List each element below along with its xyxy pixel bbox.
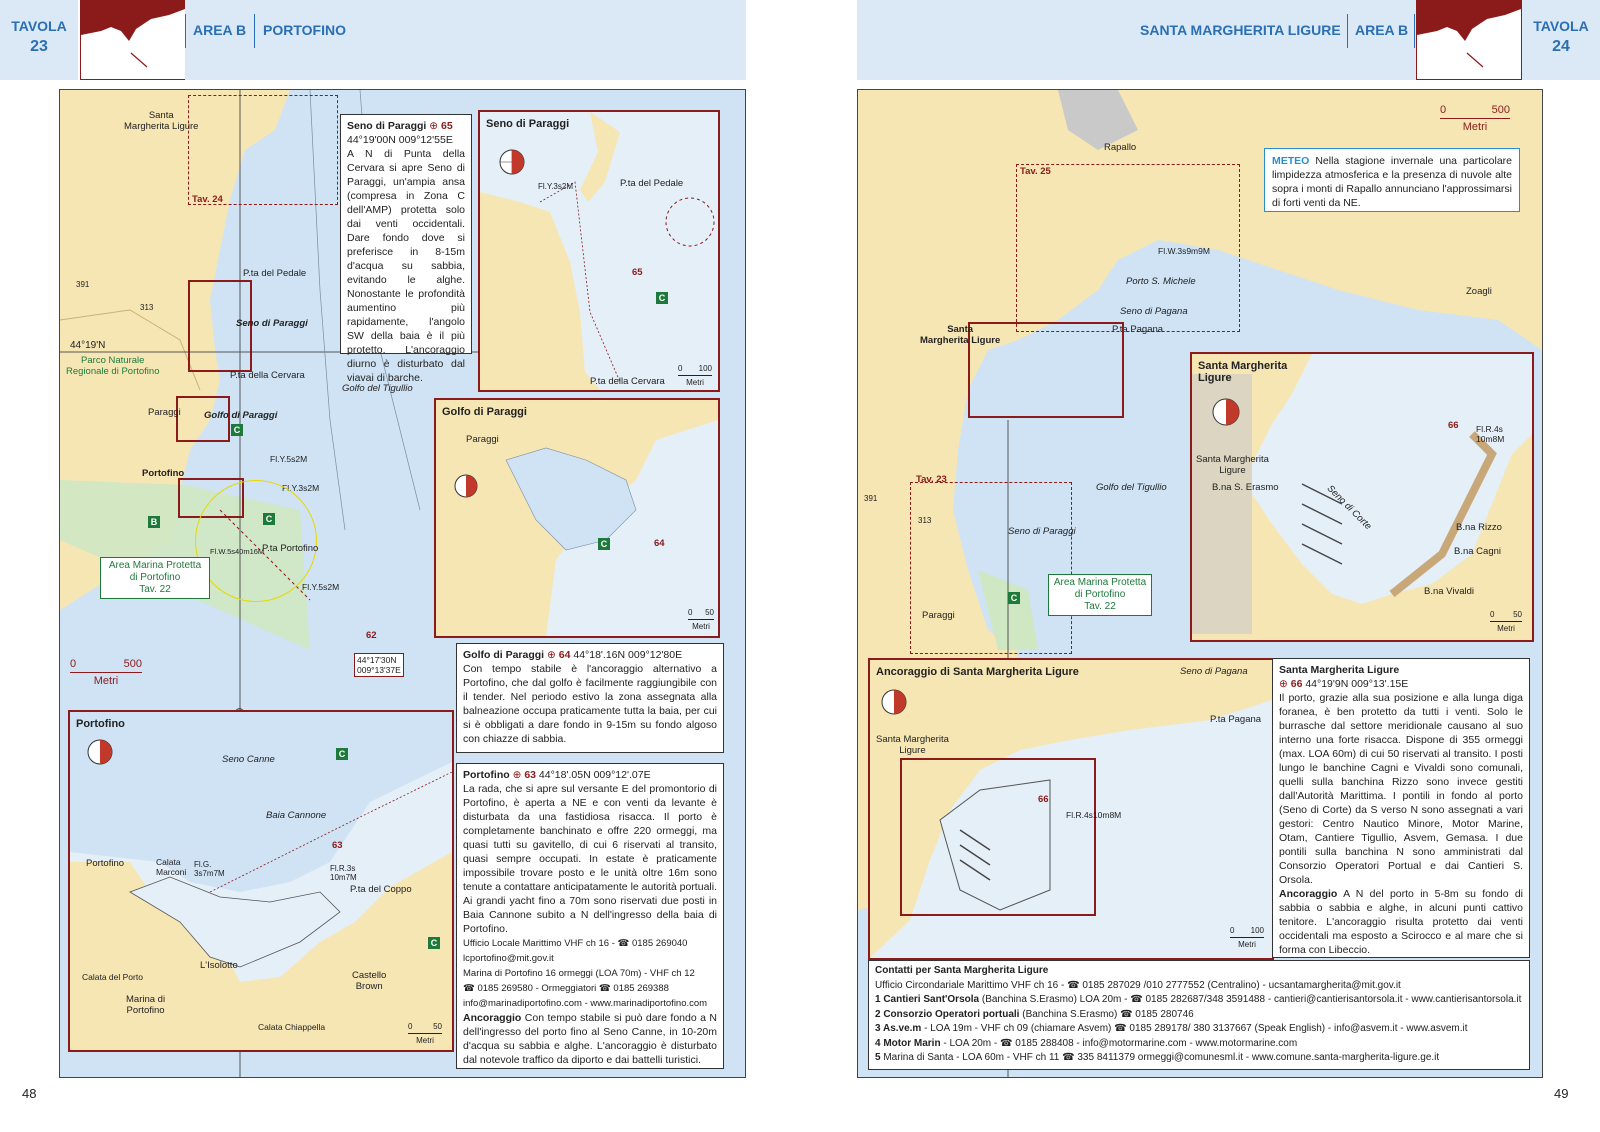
wp62-coords: 44°17'30N 009°13'37E bbox=[354, 653, 404, 677]
inset-golfo-title: Golfo di Paraggi bbox=[442, 406, 527, 418]
harbor-detail-frame bbox=[900, 758, 1096, 916]
page-number-left: 48 bbox=[22, 1086, 37, 1101]
amp-box: Area Marina Protetta di Portofino Tav. 22 bbox=[100, 557, 210, 599]
header-bar-right bbox=[857, 0, 1416, 80]
header-bar-left bbox=[185, 0, 746, 80]
portofino-label: Portofino bbox=[142, 468, 185, 479]
contacts-box: Contatti per Santa Margherita Ligure Ufficio Circondariale Marittimo VHF ch 16 - ☎ 0185 287029 /010 2777552 (Centralino) - ucsantamargherita@mit.gov.it 1 Cantieri Sant'Orsola (Banchina S.Erasmo) LOA 20m - ☎ 0185 282687/348 3591488 - cantieri@cantierisantorsola.it - www.cantierisantorsola.it 2 Consorzio Operatori portuali (Banchina S.Erasmo) ☎ 0185 280746 3 As.ve.m - LOA 19m - VHF ch 09 (chiamare Asvem) ☎ 0185 289178/ 380 3137667 (Speak English) - info@asvem.it - www.asvem.it 4 Motor Marin - LOA 20m - ☎ 0185 288408 - info@motormarine.com - www.motormarine.com 5 Marina di Santa - LOA 60m - VHF ch 11 ☎ 335 8411379 ormeggi@comunesml.it - www.comune.santa-margherita-ligure.ge.it bbox=[868, 960, 1530, 1070]
seno-label: Seno di Paraggi bbox=[236, 318, 308, 329]
waypoint-icon: ⊕ bbox=[512, 769, 522, 781]
scale-bar-right: 0 500 Metri bbox=[1440, 104, 1510, 133]
fly2-label: Fl.Y.3s2M bbox=[282, 483, 320, 493]
tavola-left bbox=[0, 0, 78, 80]
waypoint-icon: ⊕ bbox=[429, 120, 439, 132]
inset-anc-title: Ancoraggio di Santa Margherita Ligure bbox=[876, 666, 1079, 678]
tavola-label: TAVOLA bbox=[11, 18, 67, 34]
locator-map-icon bbox=[1417, 1, 1521, 79]
golfo-label: Golfo di Paraggi bbox=[204, 410, 278, 421]
summit-391: 391 bbox=[76, 280, 90, 289]
contact-row: 5 Marina di Santa - LOA 60m - VHF ch 11 ☎ 335 8411379 ormeggi@comunesml.it - www.comune.santa-margherita-ligure.ge.it bbox=[875, 1052, 1440, 1063]
area-label-right: AREA B bbox=[1355, 22, 1409, 38]
paraggi-label: Paraggi bbox=[148, 407, 181, 418]
ptapedale-label: P.ta del Pedale bbox=[243, 268, 307, 279]
area-label: AREA B bbox=[193, 22, 247, 38]
fly1-label: Fl.Y.5s2M bbox=[270, 454, 308, 464]
zone-c-badge-2: C bbox=[263, 513, 275, 525]
ptaportofino-label: P.ta Portofino bbox=[262, 543, 319, 554]
lat-label: 44°19'N bbox=[70, 340, 106, 351]
summit-313: 313 bbox=[140, 303, 154, 312]
inset-ancoraggio: Ancoraggio di Santa Margherita Ligure Seno di Pagana P.ta Pagana Santa Margherita Ligure 66 Fl.R.4s10m8M 0 100 Metri bbox=[868, 658, 1274, 960]
contact-row: 1 Cantieri Sant'Orsola (Banchina S.Erasmo) LOA 20m - ☎ 0185 282687/348 3591488 - cantieri@cantierisantorsola.it - www.cantierisantorsola.it bbox=[875, 994, 1522, 1005]
inset-seno-paraggi: Seno di Paraggi P.ta del Pedale Fl.Y.3s2M 65 C P.ta della Cervara 0 100 Metri bbox=[478, 110, 720, 392]
locator-thumbnail-right bbox=[1416, 0, 1522, 80]
inset-portofino: Portofino Seno Canne C Baia Cannone Portofino Calata Marconi Fl.G. 3s7m7M 63 Fl.R.3s 10m7M P.ta del Coppo C L'Isolotto Calata del Porto Marina di Portofino Calata Chiappella Castello Brown 0 50 Metri bbox=[68, 710, 454, 1052]
page-number-right: 49 bbox=[1554, 1086, 1569, 1101]
sml-label: Santa Margherita Ligure bbox=[124, 110, 199, 132]
flw-label: Fl.W.5s40m16M bbox=[210, 547, 265, 556]
fly3-label: Fl.Y.5s2M bbox=[302, 582, 340, 592]
tavola-number: 23 bbox=[30, 38, 48, 55]
zone-b-badge: B bbox=[148, 516, 160, 528]
portofino-text-box: Portofino ⊕ 63 44°18'.05N 009°12'.07E La rada, che si apre sul versante E del promontorio di Portofino, è aperta a NE e con venti da levante è disturbata da una fastidiosa risacca. Il porto è completamente banchinato e offre 220 ormeggi, ma quasi tutti su gavitello, di cui 6 riservati al transito, quasi sempre occupati. In estate è praticamente impossibile trovare posto e le unità oltre 16m sono tenute a contattare anticipatamente le autorità portuali. Ai grandi yacht fino a 70m sono riservati due posti in Baia Cannone subito a N dell'ingresso della baia di Portofino. Ufficio Locale Marittimo VHF ch 16 - ☎ 0185 269040 lcportofino@mit.gov.it Marina di Portofino 16 ormeggi (LOA 70m) - VHF ch 12 ☎ 0185 269580 - Ormeggiatori ☎ 0185 269388 info@marinadiportofino.com - www.marinadiportofino.com Ancoraggio Con tempo stabile si può dare fondo a N dell'ingresso del porto fino al Seno Canne, in 10-20m d'acqua su sabbia e alghe. L'ancoraggio è disturbato dal notevole traffico da diporto e dai battelli turistici. bbox=[456, 763, 724, 1069]
inset-sml: Santa Margherita Ligure Santa Margherita Ligure B.na S. Erasmo Seno di Corte 66 Fl.R.4s 10m8M B.na Rizzo B.na Cagni B.na Vivaldi 0 50 Metri bbox=[1190, 352, 1534, 642]
contacts-title: Contatti per Santa Margherita Ligure bbox=[875, 965, 1049, 976]
waypoint-icon: ⊕ bbox=[547, 649, 556, 661]
place-label: PORTOFINO bbox=[263, 22, 346, 38]
locator-thumbnail bbox=[80, 0, 186, 80]
zone-c-badge: C bbox=[231, 424, 243, 436]
nautical-chart-portofino bbox=[59, 89, 746, 1078]
wp62-label: 62 bbox=[366, 630, 377, 641]
tav24-label: Tav. 24 bbox=[192, 194, 223, 205]
contact-row: 4 Motor Marin - LOA 20m - ☎ 0185 288408 - info@motormarine.com - www.motormarine.com bbox=[875, 1037, 1298, 1049]
locator-map-icon bbox=[81, 1, 185, 79]
inset-seno-title: Seno di Paraggi bbox=[486, 118, 570, 130]
inset-sml-title: Santa Margherita Ligure bbox=[1198, 360, 1288, 384]
seno-text-title: Seno di Paraggi bbox=[347, 120, 427, 132]
amp-box-right: Area Marina Protetta di Portofino Tav. 22 bbox=[1048, 574, 1152, 616]
inset-golfo-paraggi: Golfo di Paraggi Paraggi C 64 0 50 Metri bbox=[434, 398, 720, 638]
cervara-label: P.ta della Cervara bbox=[230, 370, 305, 381]
tav23-frame bbox=[910, 482, 1072, 654]
contact-row: 3 As.ve.m - LOA 19m - VHF ch 09 (chiamare Asvem) ☎ 0185 289178/ 380 3137667 (Speak English) - info@asvem.it - www.asvem.it bbox=[875, 1023, 1468, 1034]
parco-label: Parco Naturale Regionale di Portofino bbox=[66, 355, 160, 377]
tavola-right: TAVOLA 24 bbox=[1522, 0, 1600, 80]
waypoint-icon: ⊕ bbox=[1279, 678, 1288, 690]
nautical-chart-sml: Tav. 25 Tav. 23 Rapallo Fl.W.3s9m9M Porto S. Michele Seno di Pagana P.ta Pagana Zoagli Santa Margherita Ligure Golfo del Tigullio Seno di Paraggi Paraggi C Area Marina Protetta di Portofino Tav. 22 391 313 0 500 Metri METEO Nella stagione invernale una particolare limpidezza atmosferica e la presenza di nuvole alte sopra i monti di Rapallo annunciano l'approssimarsi di forti venti da NE. Santa Margherita Ligure Santa Margherita Ligure B.na S. Erasmo Seno di Corte 66 Fl.R.4s 10m8M B.na Rizzo B.na Cagni B.na Vivaldi 0 50 Metri Ancoraggio di Santa Margherita Ligure Seno di Pagana P.ta Pagana Santa Margherita Ligure 66 Fl.R.4s10m8M 0 100 Metri Santa Margherita Ligure ⊕ 66 44°19'9N 009°13'.15E Il porto, grazie alla sua posizione e alla lunga diga foranea, è ben protetto da tutti i venti. Solo le burrasche dal settore meridionale causano al suo interno una forte risacca. Dispone di 355 ormeggi (max. LOA 60m) di cui 50 riservati al transito. I posti lungo le banchine Cagni e Vivaldi sono comunali, quelli sulla banchina Rizzo sono invece gestiti dall'Autorità Marittima. I pontili in fondo al porto (Seno di Corte) da S verso N sono assegnati a vari gestori: Centro Nautico Minore, Motor Marine, Otam, Cantiere Tigullio, Asvem, Gemasa. I due pontili sulla banchina N sono amministrati dal Consorzio Operatori Portual e dai Cantieri S. Orsola. Ancoraggio A N del porto in 5-8m su fondo di sabbia o sabbia e alghe, in alcuni punti cattivo tenitore. L'ancoraggio risulta protetto dai venti occidentali ma esposto a Scirocco e al mare che si forma con Libeccio. Contatti per Santa Margherita Ligure Ufficio Circondariale Marittimo VHF ch 16 - ☎ 0185 287029 /010 2777552 (Centralino) - ucsantamargherita@mit.gov.it 1 Cantieri Sant'Orsola (Banchina S.Erasmo) LOA 20m - ☎ 0185 282687/348 3591488 - cantieri@cantierisantorsola.it - www.cantierisantorsola.it 2 Consorzio Operatori portuali (Banchina S.Erasmo) ☎ 0185 280746 3 As.ve.m - LOA 19m - VHF ch 09 (chiamare Asvem) ☎ 0185 289178/ 380 3137667 (Speak English) - info@asvem.it - www.asvem.it 4 Motor Marin - LOA 20m - ☎ 0185 288408 - info@motormarine.com - www.motormarine.com 5 Marina di Santa - LOA 60m - VHF ch 11 ☎ 335 8411379 ormeggi@comunesml.it - www.comune.santa-margherita-ligure.ge.it bbox=[857, 89, 1543, 1078]
light-sector-ring bbox=[195, 480, 320, 602]
golfo-text-box: Golfo di Paraggi ⊕ 64 44°18'.16N 009°12'80E Con tempo stabile è l'ancoraggio alternativo a Portofino, che dal golfo è facilmente raggiungibile con il tender. Nel periodo estivo la zona assegnata alla balneazione occupa praticamente tutta la baia, per cui si è obbligati a dare fondo in 9-15m su fondo algoso con chiazze di sabbia. bbox=[456, 643, 724, 753]
contact-row: 2 Consorzio Operatori portuali (Banchina S.Erasmo) ☎ 0185 280746 bbox=[875, 1008, 1194, 1020]
scale-bar: 0 500 Metri bbox=[70, 658, 142, 687]
place-label-right: SANTA MARGHERITA LIGURE bbox=[1140, 22, 1341, 38]
tav24-frame bbox=[188, 95, 338, 205]
tigullio-label: Golfo del Tigullio bbox=[342, 383, 413, 394]
sml-text-box: Santa Margherita Ligure ⊕ 66 44°19'9N 009°13'.15E Il porto, grazie alla sua posizione e alla lunga diga foranea, è ben protetto da tutti i venti. Solo le burrasche dal settore meridionale causano al suo interno una forte risacca. Dispone di 355 ormeggi (max. LOA 60m) di cui 50 riservati al transito. I posti lungo le banchine Cagni e Vivaldi sono comunali, quelli sulla banchina Rizzo sono invece gestiti dall'Autorità Marittima. I pontili in fondo al porto (Seno di Corte) da S verso N sono assegnati a vari gestori: Centro Nautico Minore, Motor Marine, Otam, Cantiere Tigullio, Asvem, Gemasa. I due pontili sulla banchina N sono amministrati dal Consorzio Operatori Portual e dai Cantieri S. Orsola. Ancoraggio A N del porto in 5-8m su fondo di sabbia o sabbia e alghe, in alcuni punti cattivo tenitore. L'ancoraggio risulta protetto dai venti occidentali ma esposto a Scirocco e al mare che si forma con Libeccio. bbox=[1272, 658, 1530, 958]
inset-portofino-title: Portofino bbox=[76, 718, 125, 730]
seno-text-box: Seno di Paraggi ⊕ 65 44°19'00N 009°12'55E A N di Punta della Cervara si apre Seno di Paraggi, un'ampia ansa (compresa in Zona C dell'AMP) protetta solo dai venti occidentali. Dare fondo dove si preferisce in 8-15m d'acqua su sabbia, evitando le alghe. Nonostante le profondità aumentino più rapidamente, l'angolo SW della baia è il più protetto. L'ancoraggio diurno è disturbato dal viavai di barche. bbox=[340, 114, 472, 354]
meteo-box: METEO Nella stagione invernale una particolare limpidezza atmosferica e la presenza di nuvole alte sopra i monti di Rapallo annunciano l'approssimarsi di forti venti da NE. bbox=[1264, 148, 1520, 212]
